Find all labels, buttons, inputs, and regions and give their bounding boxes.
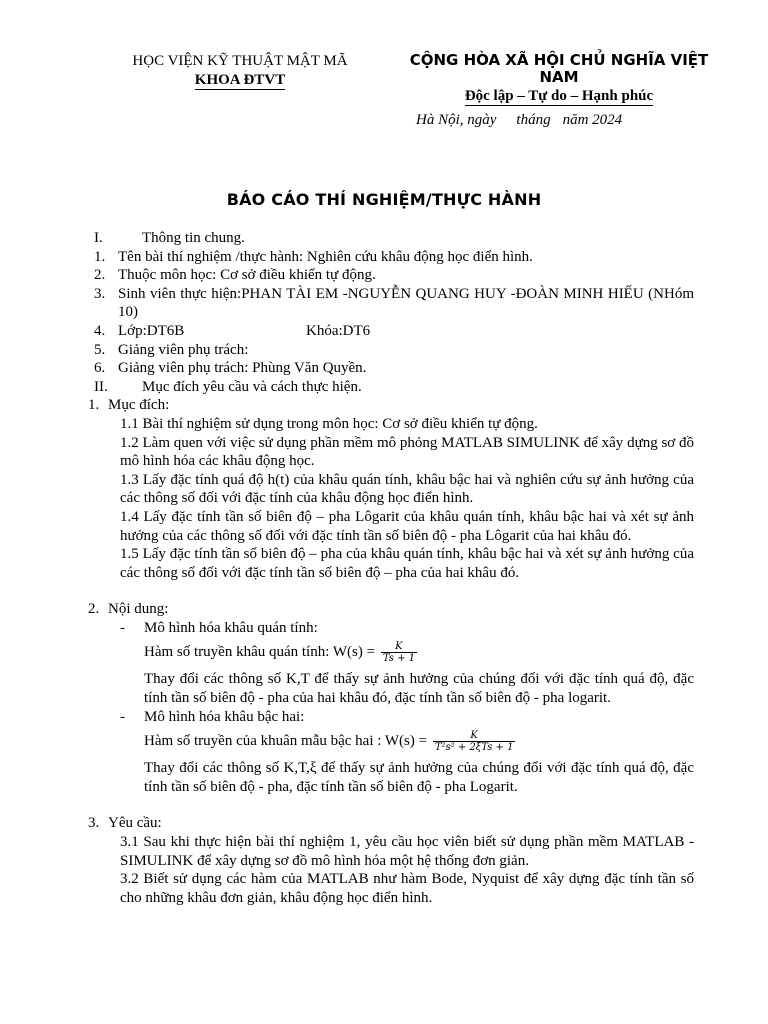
bullet-dash: - [120,619,125,636]
item-number: 1. [88,397,100,414]
bullet-dash: - [120,708,125,725]
requirement-heading [88,814,694,833]
purpose-item: 1.5 Lấy đặc tính tần số biên độ – pha của khâu quán tính, khâu bậc hai và xét sự ảnh hưởng của các thông số đối với đặc tính tần số biên độ – pha của hai khâu đó. [120,546,694,581]
requirement-item: 3.2 Biết sử dụng các hàm của MATLAB như hàm Bode, Nyquist để xây dựng đặc tính tần số cho những khâu đơn giản, khâu động học điển hình. [120,871,694,906]
course-label: Khóa:DT6 [306,322,371,339]
purpose-item: 1.1 Bài thí nghiệm sử dụng trong môn học: Cơ sở điều khiển tự động. [120,415,538,432]
header-left [80,52,400,90]
item-number: 6. [94,360,106,377]
item-text: Mục đích: [108,397,170,414]
info-item-2 [94,266,694,285]
tf-label: Hàm số truyền của khuân mẫu bậc hai : W(s) = [144,733,428,750]
model1-description: Thay đổi các thông số K,T để thấy sự ảnh hưởng của chúng đối với đặc tính quá độ, đặc tính tần số biên độ - pha của hai khâu đó, đặc tính tần số biên độ - pha logarit. [144,671,694,707]
info-item-1 [94,248,694,267]
info-item-4 [94,322,694,341]
section-i-heading [94,229,694,248]
item-number: 5. [94,341,106,358]
purpose-item: 1.3 Lấy đặc tính quá độ h(t) của khâu quán tính, khâu bậc hai và nghiên cứu sự ảnh hưởng của các thông số đối với đặc tính của khâu động học điển hình. [120,471,694,507]
section-heading: Thông tin chung. [142,230,245,246]
section-number: I. [94,230,103,246]
institution-name: HỌC VIỆN KỸ THUẬT MẬT MÃ [132,53,348,69]
model2-title-row [94,708,694,727]
model1-title: Mô hình hóa khâu quán tính: [144,619,318,636]
section-heading: Mục đích yêu cầu và cách thực hiện. [142,378,362,395]
faculty-name: KHOA ĐTVT [194,72,286,88]
date-month: tháng [516,112,551,128]
model1-transfer-function [94,641,694,664]
section-number: II. [94,378,108,395]
model2-transfer-function [94,730,694,753]
tf-denominator: Ts + 1 [382,653,415,665]
date-year: năm 2024 [562,112,623,128]
tf-fraction [433,730,516,753]
class-label: Lớp:DT6B [118,322,185,339]
item-number: 3. [94,285,106,302]
item-number: 2. [94,267,106,284]
national-motto: Độc lập – Tự do – Hạnh phúc [464,88,654,104]
item-number: 1. [94,248,106,265]
item-number: 2. [88,601,100,618]
purpose-heading [88,396,694,415]
item-text: Yêu cầu: [108,815,162,832]
model2-title: Mô hình hóa khâu bậc hai: [144,708,305,725]
item-text: Tên bài thí nghiệm /thực hành: Nghiên cứu khâu động học điển hình. [118,248,533,265]
item-number: 4. [94,322,106,339]
purpose-item: 1.2 Làm quen với việc sử dụng phần mềm mô phỏng MATLAB SIMULINK để xây dựng sơ đồ mô hình hóa các khâu động học. [120,434,694,470]
item-text: Sinh viên thực hiện:PHAN TÀI EM -NGUYỄN QUANG HUY -ĐOÀN MINH HIẾU (NHóm 10) [118,285,694,321]
tf-numerator: K [470,730,478,742]
section-ii-heading [94,378,694,397]
item-text: Thuộc môn học: Cơ sở điều khiển tự động. [118,267,376,284]
item-text: Giảng viên phụ trách: Phùng Văn Quyền. [118,360,367,377]
item-number: 3. [88,815,100,832]
tf-denominator: T²s² + 2ξTs + 1 [434,742,514,754]
purpose-item: 1.4 Lấy đặc tính tần số biên độ – pha Lôgarit của khâu quán tính, khâu bậc hai và xét sự ảnh hưởng của các thông số đối với đặc tính tần số biên độ - pha Lôgarit của hai khâu đó. [120,508,694,544]
info-item-3 [94,285,694,322]
requirement-item: 3.1 Sau khi thực hiện bài thí nghiệm 1, yêu cầu học viên biết sử dụng phần mềm MATLAB - SIMULINK để xây dựng sơ đồ mô hình hóa một hệ thống đơn giản. [120,834,694,869]
item-text: Nội dung: [108,601,169,618]
date-place: Hà Nội, ngày [416,112,497,128]
model2-description: Thay đổi các thông số K,T,ξ để thấy sự ảnh hưởng của chúng đối với đặc tính quá độ, đặc tính tần số biên độ - pha, đặc tính tần số biên độ - pha Logarit. [144,760,694,795]
model1-title-row [94,619,694,638]
report-body [88,229,694,907]
report-title: BÁO CÁO THÍ NGHIỆM/THỰC HÀNH [226,190,542,209]
nation-title: CỘNG HÒA XÃ HỘI CHỦ NGHĨA VIỆT NAM [409,51,709,86]
info-item-5 [94,341,694,360]
item-text: Giảng viên phụ trách: [118,341,249,358]
tf-label: Hàm số truyền khâu quán tính: W(s) = [144,644,376,661]
content-heading [88,600,694,619]
tf-numerator: K [395,641,403,653]
tf-fraction [381,641,417,664]
item-text [94,322,694,341]
info-item-6 [94,359,694,378]
header-right [396,52,722,106]
date-line [416,112,716,129]
